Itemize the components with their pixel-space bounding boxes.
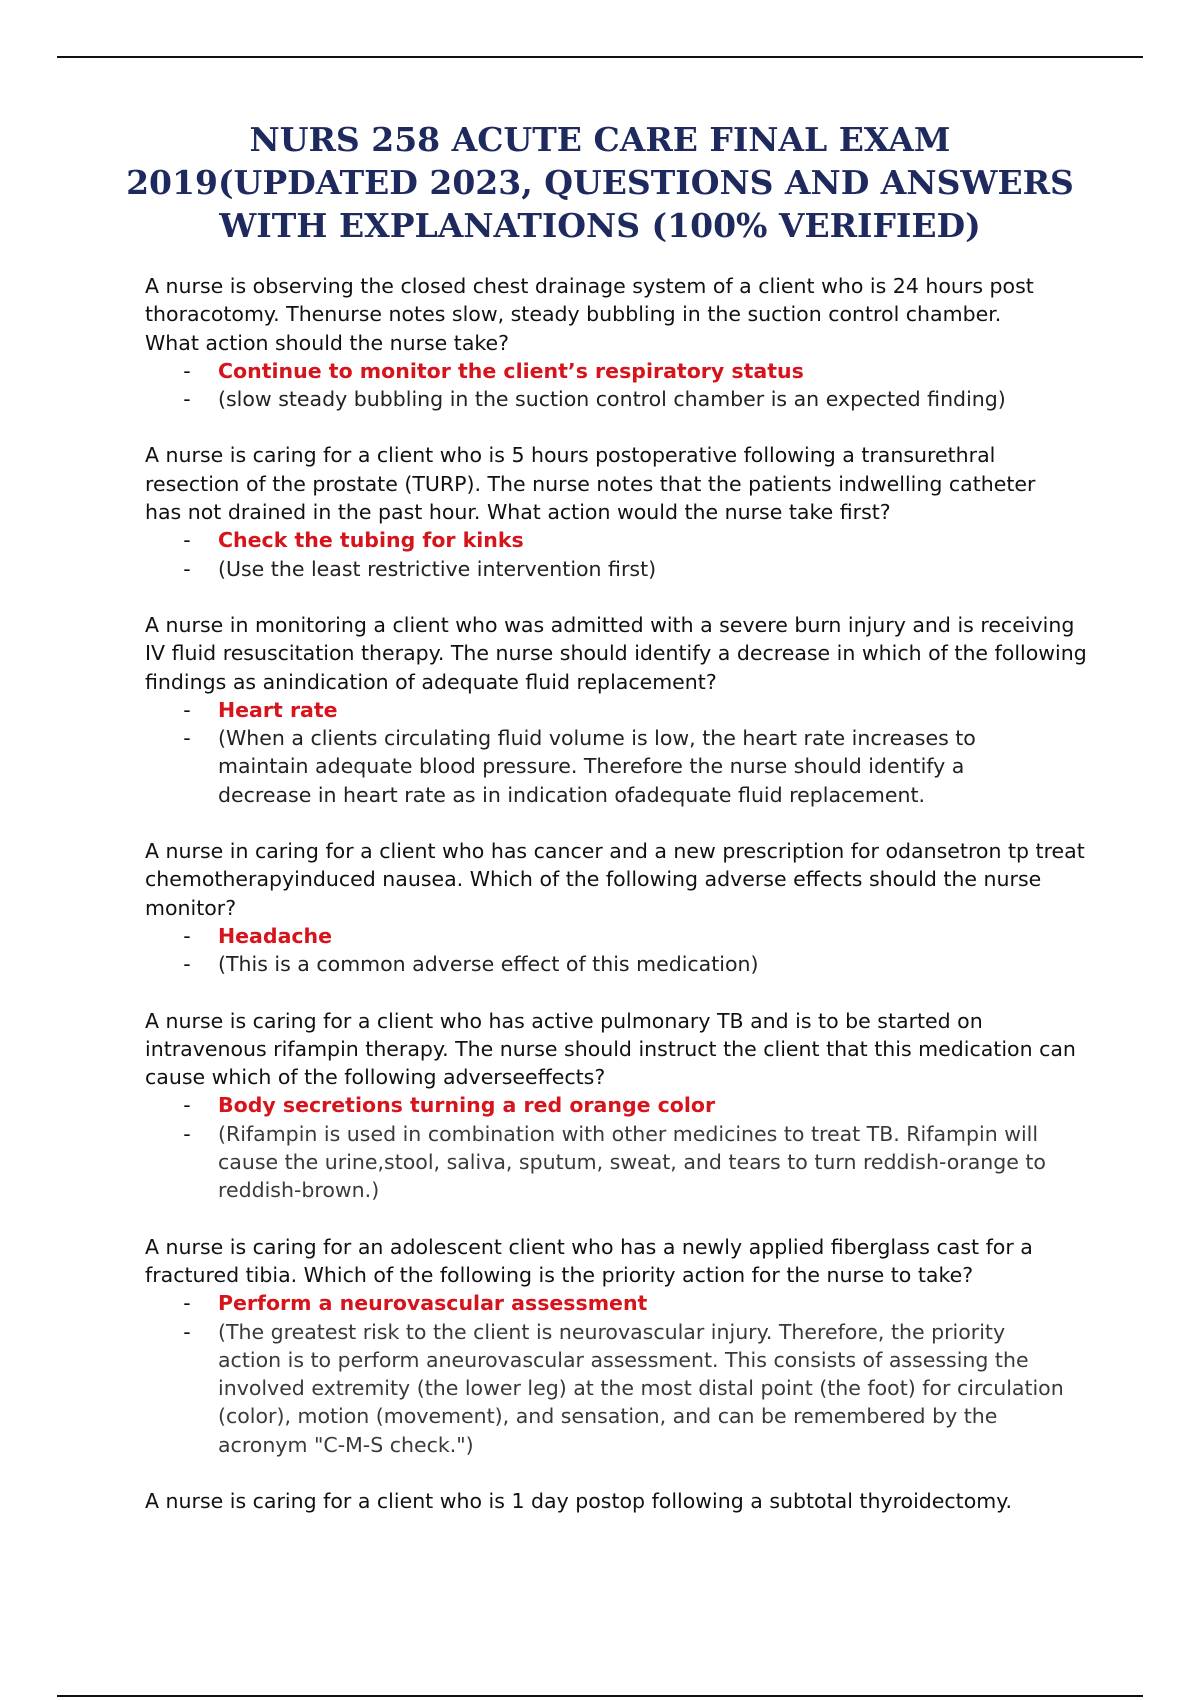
explanation-item: [145, 1318, 1073, 1459]
question-text: A nurse is caring for an adolescent client who has a newly applied fiberglass cast for a fractured tibia. Which of the following is the priority action for the nurse to take?: [145, 1234, 1033, 1287]
bullet-marker: -: [183, 923, 191, 948]
correct-answer: Perform a neurovascular assessment: [218, 1291, 648, 1316]
answer-explanation: (This is a common adverse effect of this medication): [218, 952, 759, 977]
question-block-6: [145, 1233, 1095, 1459]
explanation-item: [145, 950, 1095, 978]
answer-explanation: (slow steady bubbling in the suction control chamber is an expected finding): [218, 387, 1006, 412]
answer-item: [145, 526, 1095, 554]
answer-explanation: (The greatest risk to the client is neurovascular injury. Therefore, the priority action is to perform aneurovascular assessment. This consists of assessing the involved extremity (the lower leg) at the most distal point (the foot) for circulation (color), motion (movement), and sensation, and can be remembered by the acronym "C-M-S check."): [218, 1319, 1064, 1457]
question-block-1: [145, 272, 1095, 413]
question-block-5: [145, 1007, 1095, 1205]
top-divider: [57, 56, 1143, 58]
answer-item: [145, 922, 1095, 950]
bullet-marker: -: [183, 726, 191, 751]
question-block-3: [145, 611, 1095, 809]
question-list: [145, 272, 1095, 1515]
correct-answer: Body secretions turning a red orange color: [218, 1093, 716, 1118]
explanation-item: [145, 385, 1095, 413]
explanation-item: [145, 724, 978, 809]
bullet-marker: -: [183, 528, 191, 553]
correct-answer: Continue to monitor the client’s respiratory status: [218, 358, 804, 383]
bullet-marker: -: [183, 1319, 191, 1344]
answer-explanation: (Use the least restrictive intervention first): [218, 556, 657, 581]
question-text: A nurse is caring for a client who is 5 hours postoperative following a transurethral resection of the prostate (TURP). The nurse notes that the patients indwelling catheter has not drained in the past hour. What action would the nurse take first?: [145, 443, 1036, 525]
bullet-marker: -: [183, 1291, 191, 1316]
answer-item: [145, 1091, 1095, 1119]
trailing-question-text: A nurse is caring for a client who is 1 day postop following a subtotal thyroidectomy.: [145, 1488, 1012, 1513]
answer-explanation: (Rifampin is used in combination with other medicines to treat TB. Rifampin will cause the urine,stool, saliva, sputum, sweat, and tears to turn reddish-orange to reddish-brown.): [218, 1121, 1046, 1203]
bullet-marker: -: [183, 952, 191, 977]
question-block-2: [145, 441, 1095, 582]
bullet-marker: -: [183, 1093, 191, 1118]
question-text: A nurse in caring for a client who has cancer and a new prescription for odansetron tp treat chemotherapyinduced nausea. Which of the following adverse effects should the nurse monitor?: [145, 839, 1085, 920]
answer-explanation: (When a clients circulating fluid volume is low, the heart rate increases to maintain adequate blood pressure. Therefore the nurse should identify a decrease in heart rate as in indication ofadequate fluid replacement.: [218, 726, 976, 807]
answer-item: [145, 696, 1095, 724]
document-title: NURS 258 ACUTE CARE FINAL EXAM 2019(UPDATED 2023, QUESTIONS AND ANSWERS WITH EXPLANATIONS (100% VERIFIED): [126, 120, 1074, 245]
question-text: A nurse in monitoring a client who was admitted with a severe burn injury and is receiving IV fluid resuscitation therapy. The nurse should identify a decrease in which of the following findings as anindication of adequate fluid replacement?: [145, 612, 1087, 694]
explanation-item: [145, 555, 1095, 583]
bullet-marker: -: [183, 387, 191, 412]
bullet-marker: -: [183, 358, 191, 383]
explanation-item: [145, 1120, 1048, 1205]
question-text: A nurse is caring for a client who has active pulmonary TB and is to be started on intravenous rifampin therapy. The nurse should instruct the client that this medication can cause which of the following adverseeffects?: [145, 1008, 1076, 1090]
question-block-4: [145, 837, 1095, 978]
answer-item: [145, 1289, 1095, 1317]
correct-answer: Heart rate: [218, 697, 338, 722]
question-text: A nurse is observing the closed chest drainage system of a client who is 24 hours post thoracotomy. Thenurse notes slow, steady bubbling in the suction control chamber. What action should the nurse take?: [145, 274, 1034, 355]
answer-item: [145, 357, 1095, 385]
bullet-marker: -: [183, 556, 191, 581]
correct-answer: Check the tubing for kinks: [218, 528, 524, 553]
correct-answer: Headache: [218, 923, 333, 948]
bottom-divider: [57, 1695, 1143, 1697]
bullet-marker: -: [183, 1121, 191, 1146]
bullet-marker: -: [183, 697, 191, 722]
